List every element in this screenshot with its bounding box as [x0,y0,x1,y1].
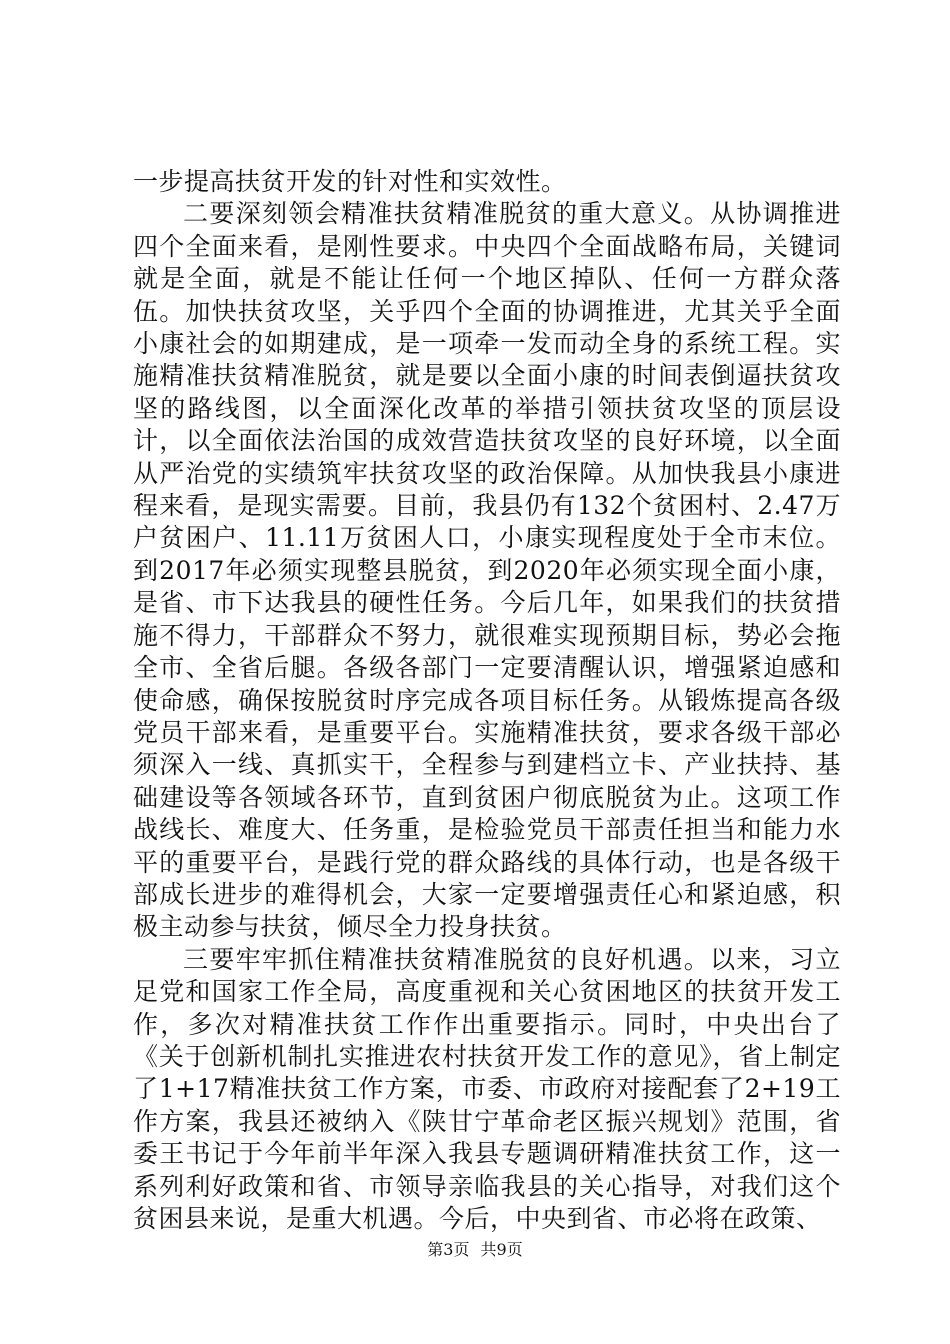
paragraph-opportunity: 三要牢牢抓住精准扶贫精准脱贫的良好机遇。以来，习立足党和国家工作全局，高度重视和关心贫困地区的扶贫开发工作，多次对精准扶贫工作作出重要指示。同时，中央出台了《关于创新机制扎实推进农村扶贫开发工作的意见》，省上制定了1+17精准扶贫工作方案，市委、市政府对接配套了2+19工作方案，我县还被纳入《陕甘宁革命老区振兴规划》范围，省委王书记于今年前半年深入我县专题调研精准扶贫工作，这一系列利好政策和省、市领导亲临我县的关心指导，对我们这个贫困县来说，是重大机遇。今后，中央到省、市必将在政策、 [133,944,841,1233]
document-body [133,166,841,1235]
page-total: 共9页 [480,1240,523,1259]
page-footer [0,1240,950,1260]
paragraph-continuation: 一步提高扶贫开发的针对性和实效性。 [133,167,567,196]
page-number: 第3页 [427,1240,470,1259]
paragraph-significance: 二要深刻领会精准扶贫精准脱贫的重大意义。从协调推进四个全面来看，是刚性要求。中央四个全面战略布局，关键词就是全面，就是不能让任何一个地区掉队、任何一方群众落伍。加快扶贫攻坚，关乎四个全面的协调推进，尤其关乎全面小康社会的如期建成，是一项牵一发而动全身的系统工程。实施精准扶贫精准脱贫，就是要以全面小康的时间表倒逼扶贫攻坚的路线图，以全面深化改革的举措引领扶贫攻坚的顶层设计，以全面依法治国的成效营造扶贫攻坚的良好环境，以全面从严治党的实绩筑牢扶贫攻坚的政治保障。从加快我县小康进程来看，是现实需要。目前，我县仍有132个贫困村、2.47万户贫困户、11.11万贫困人口，小康实现程度处于全市末位。到2017年必须实现整县脱贫，到2020年必须实现全面小康，是省、市下达我县的硬性任务。今后几年，如果我们的扶贫措施不得力，干部群众不努力，就很难实现预期目标，势必会拖全市、全省后腿。各级各部门一定要清醒认识，增强紧迫感和使命感，确保按脱贫时序完成各项目标任务。从锻炼提高各级党员干部来看，是重要平台。实施精准扶贫，要求各级干部必须深入一线、真抓实干，全程参与到建档立卡、产业扶持、基础建设等各领域各环节，直到贫困户彻底脱贫为止。这项工作战线长、难度大、任务重，是检验党员干部责任担当和能力水平的重要平台，是践行党的群众路线的具体行动，也是各级干部成长进步的难得机会，大家一定要增强责任心和紧迫感，积极主动参与扶贫，倾尽全力投身扶贫。 [133,199,841,942]
